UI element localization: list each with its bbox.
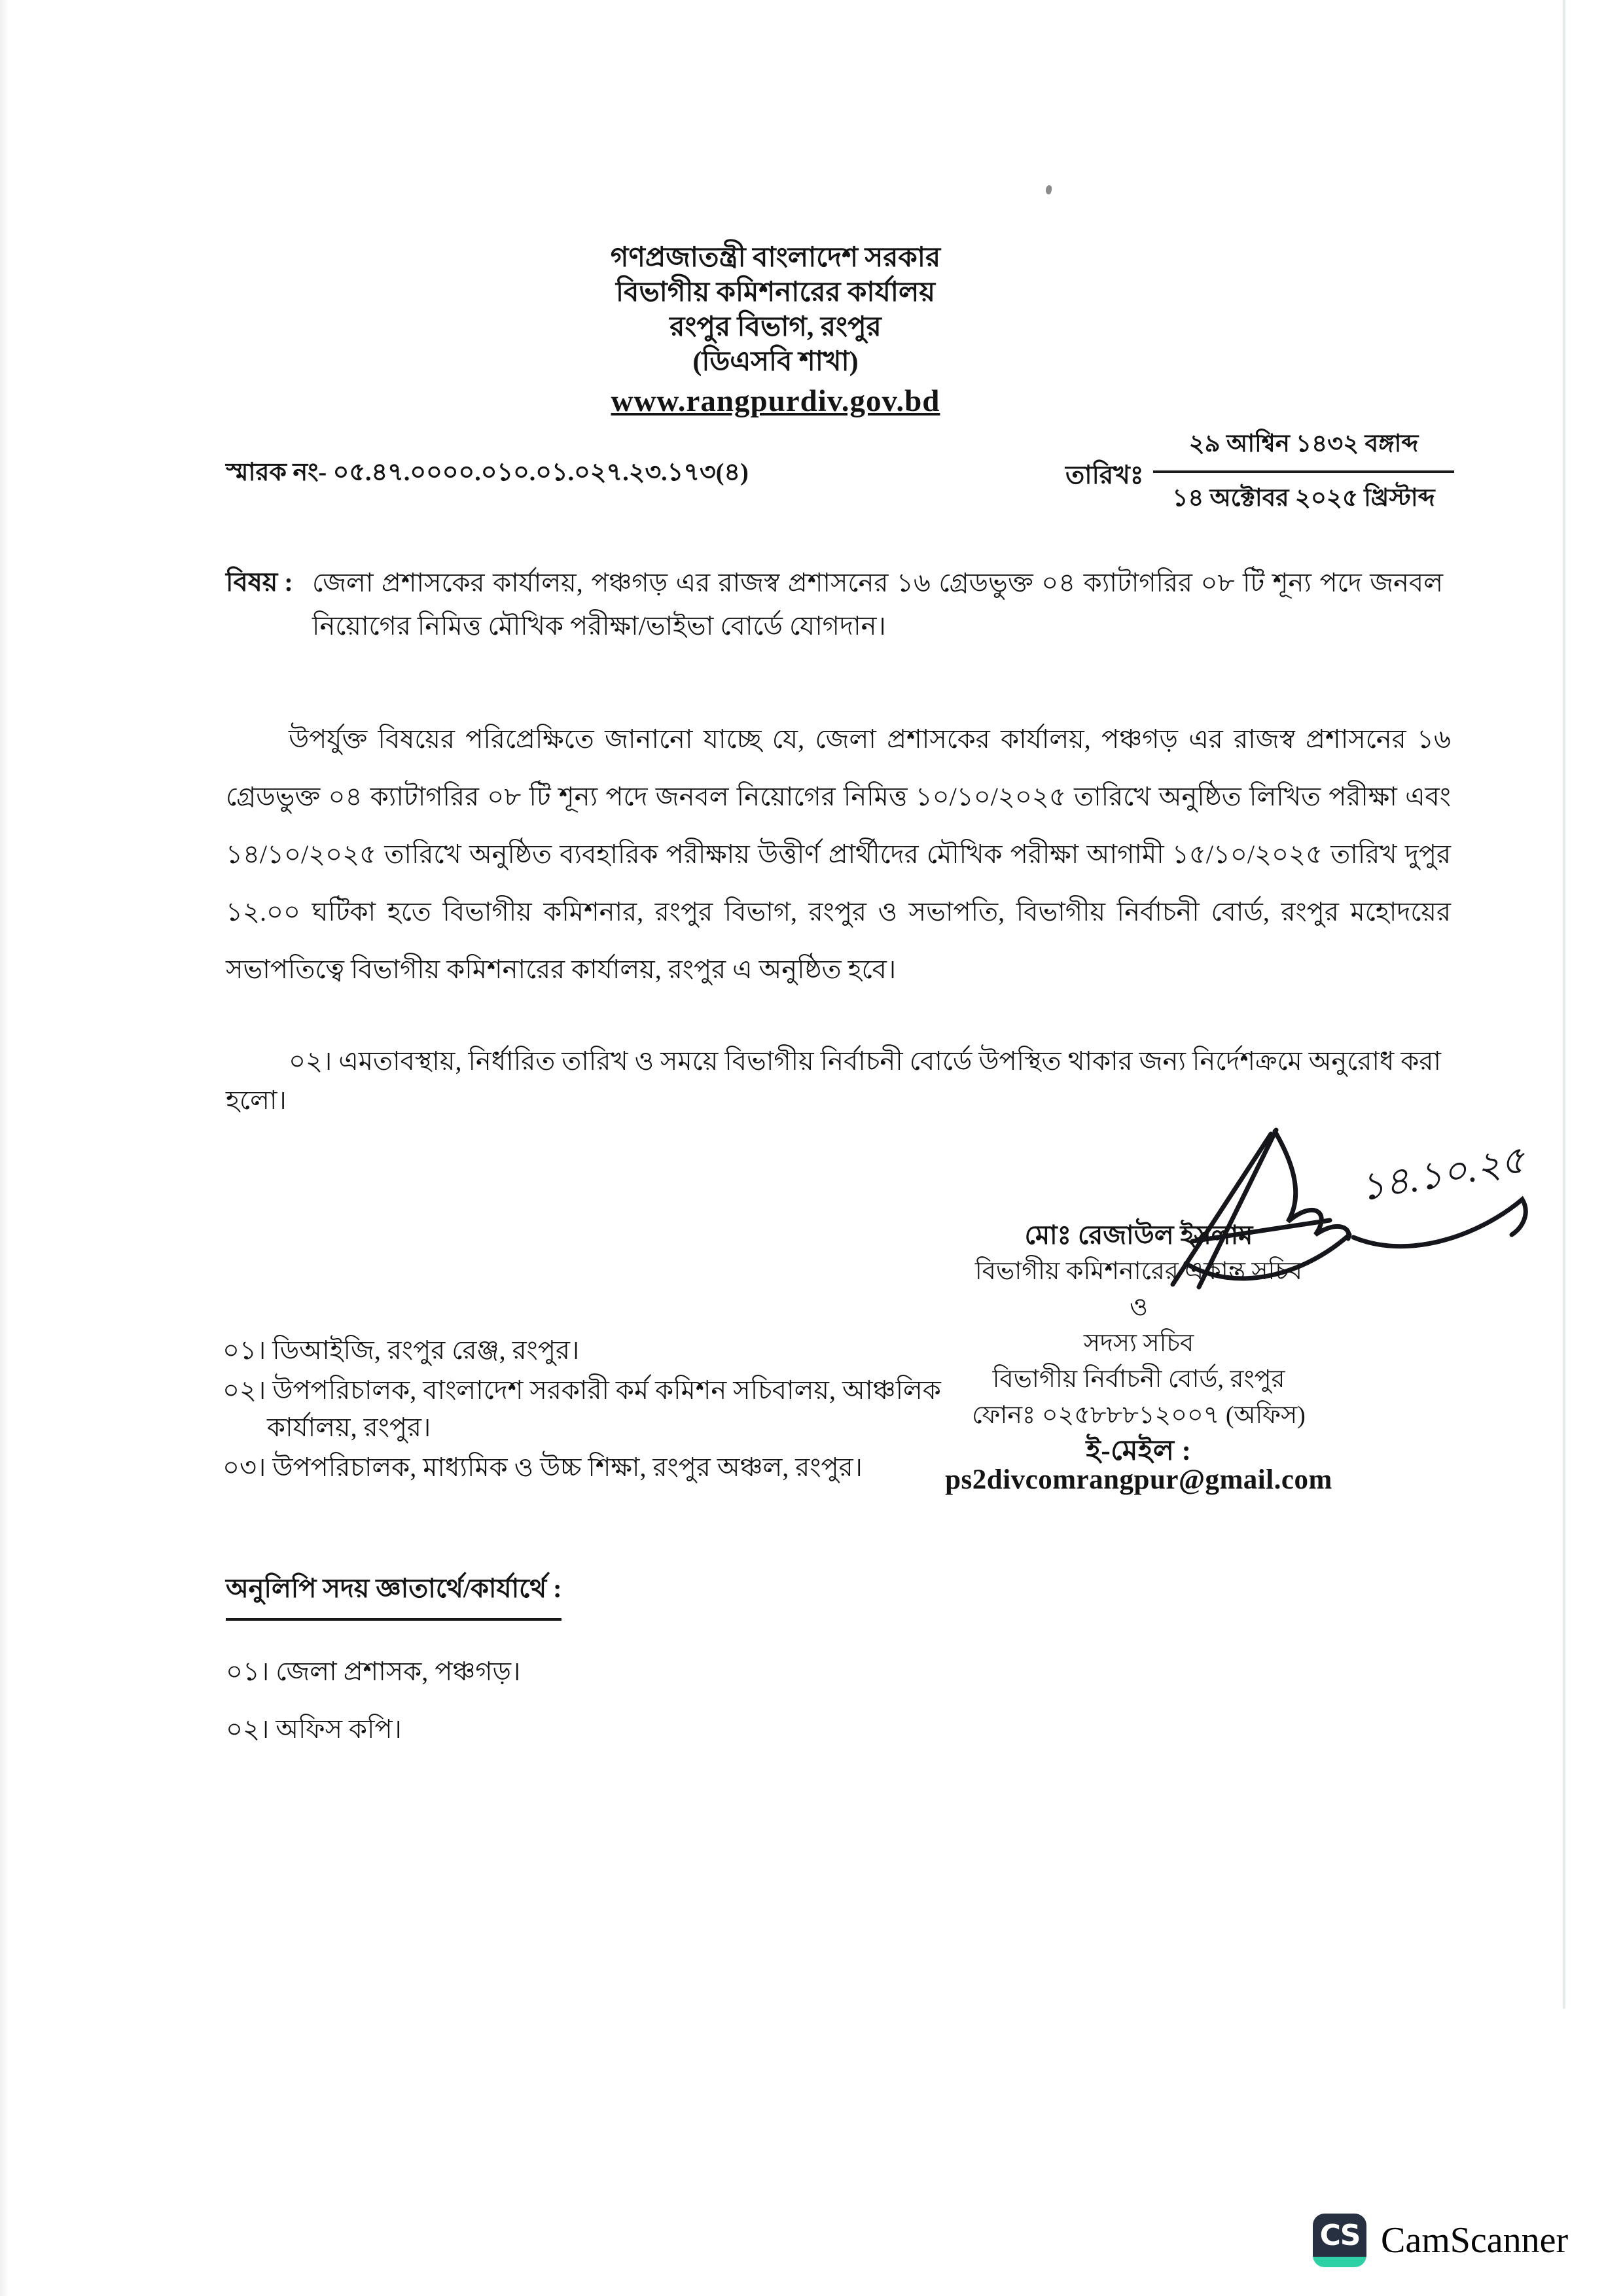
recipient-item: ০১। ডিআইজি, রংপুর রেঞ্জ, রংপুর।	[223, 1335, 580, 1365]
copy-section-heading: অনুলিপি সদয় জ্ঞাতার্থে/কার্যার্থে :	[226, 1568, 562, 1621]
memo-number: স্মারক নং- ০৫.৪৭.০০০০.০১০.০১.০২৭.২৩.১৭৩(৪)	[226, 459, 749, 486]
date-gregorian: ১৪ অক্টোবর ২০২৫ খ্রিস্টাব্দ	[1172, 485, 1435, 512]
subject-row	[226, 561, 1443, 648]
website-url: www.rangpurdiv.gov.bd	[611, 384, 940, 418]
body-paragraph-1: উপর্যুক্ত বিষয়ের পরিপ্রেক্ষিতে জানানো যাচ্ছে যে, জেলা প্রশাসকের কার্যালয়, পঞ্চগড় এর রাজস্ব প্রশাসনের ১৬ গ্রেডভুক্ত ০৪ ক্যাটাগরির ০৮ টি শূন্য পদে জনবল নিয়োগের নিমিত্ত ১০/১০/২০২৫ তারিখে অনুষ্ঠিত লিখিত পরীক্ষা এবং ১৪/১০/২০২৫ তারিখে অনুষ্ঠিত ব্যবহারিক পরীক্ষায় উত্তীর্ণ প্রার্থীদের মৌখিক পরীক্ষা আগামী ১৫/১০/২০২৫ তারিখ দুপুর ১২.০০ ঘটিকা হতে বিভাগীয় কমিশনার, রংপুর বিভাগ, রংপুর ও সভাপতি, বিভাগীয় নির্বাচনী বোর্ড, রংপুর মহোদয়ের সভাপতিত্বে বিভাগীয় কমিশনারের কার্যালয়, রংপুর এ অনুষ্ঠিত হবে।	[226, 724, 1451, 984]
signatory-conjunction: ও	[1130, 1294, 1148, 1321]
signatory-title-2: সদস্য সচিব	[1083, 1330, 1194, 1357]
scan-shadow	[0, 0, 9, 2296]
copy-list	[226, 1657, 520, 1772]
camscanner-watermark	[1313, 2214, 1568, 2267]
scan-edge-line	[1563, 0, 1565, 2009]
camscanner-label: CamScanner	[1381, 2220, 1569, 2261]
copy-item: ০২। অফিস কপি।	[226, 1714, 402, 1744]
subject-text: জেলা প্রশাসকের কার্যালয়, পঞ্চগড় এর রাজস্ব প্রশাসনের ১৬ গ্রেডভুক্ত ০৪ ক্যাটাগরির ০৮ টি শূন্য পদে জনবল নিয়োগের নিমিত্ত মৌখিক পরীক্ষা/ভাইভা বোর্ডে যোগদান।	[312, 568, 1443, 641]
signatory-title-3: বিভাগীয় নির্বাচনী বোর্ড, রংপুর	[992, 1366, 1285, 1393]
body-paragraph-2: ০২। এমতাবস্থায়, নির্ধারিত তারিখ ও সময়ে বিভাগীয় নির্বাচনী বোর্ডে উপস্থিত থাকার জন্য নির্দেশক্রমে অনুরোধ করা হলো।	[226, 1046, 1441, 1115]
scan-speck	[1045, 185, 1053, 195]
office-name: বিভাগীয় কমিশনারের কার্যালয়	[615, 277, 936, 308]
camscanner-icon	[1313, 2214, 1366, 2267]
camscanner-cs-monogram: CS	[1313, 2214, 1366, 2257]
copy-item: ০১। জেলা প্রশাসক, পঞ্চগড়।	[226, 1657, 521, 1686]
recipients-list	[223, 1332, 1008, 1489]
recipient-item: ০৩। উপপরিচালক, মাধ্যমিক ও উচ্চ শিক্ষা, রংপুর অঞ্চল, রংপুর।	[223, 1453, 863, 1482]
signatory-name: মোঃ রেজাউল ইসলাম	[1024, 1220, 1253, 1250]
letterhead	[481, 241, 1070, 419]
phone-number: ফোনঃ ০২৫৮৮৮১২০০৭ (অফিস)	[972, 1402, 1306, 1429]
date-label: তারিখঃ	[1065, 461, 1144, 489]
signature-flourish	[1353, 1199, 1525, 1246]
branch-name: (ডিএসবি শাখা)	[692, 347, 859, 377]
government-name: গণপ্রজাতন্ত্রী বাংলাদেশ সরকার	[610, 243, 941, 273]
date-bangla: ২৯ আশ্বিন ১৪৩২ বঙ্গাব্দ	[1153, 424, 1454, 473]
date-block	[1153, 424, 1454, 520]
subject-label: বিষয় :	[226, 567, 293, 597]
signature-date-handwritten: ১৪.১০.২৫	[1356, 1138, 1529, 1209]
signatory-title-1: বিভাগীয় কমিশনারের একান্ত সচিব	[974, 1258, 1303, 1285]
recipient-item: ০২। উপপরিচালক, বাংলাদেশ সরকারী কর্ম কমিশন সচিবালয়, আঞ্চলিক কার্যালয়, রংপুর।	[223, 1375, 941, 1442]
camscanner-icon-strip	[1313, 2257, 1366, 2267]
email-address: ই-মেইল : ps2divcomrangpur@gmail.com	[945, 1436, 1332, 1495]
division-name: রংপুর বিভাগ, রংপুর	[669, 312, 882, 342]
